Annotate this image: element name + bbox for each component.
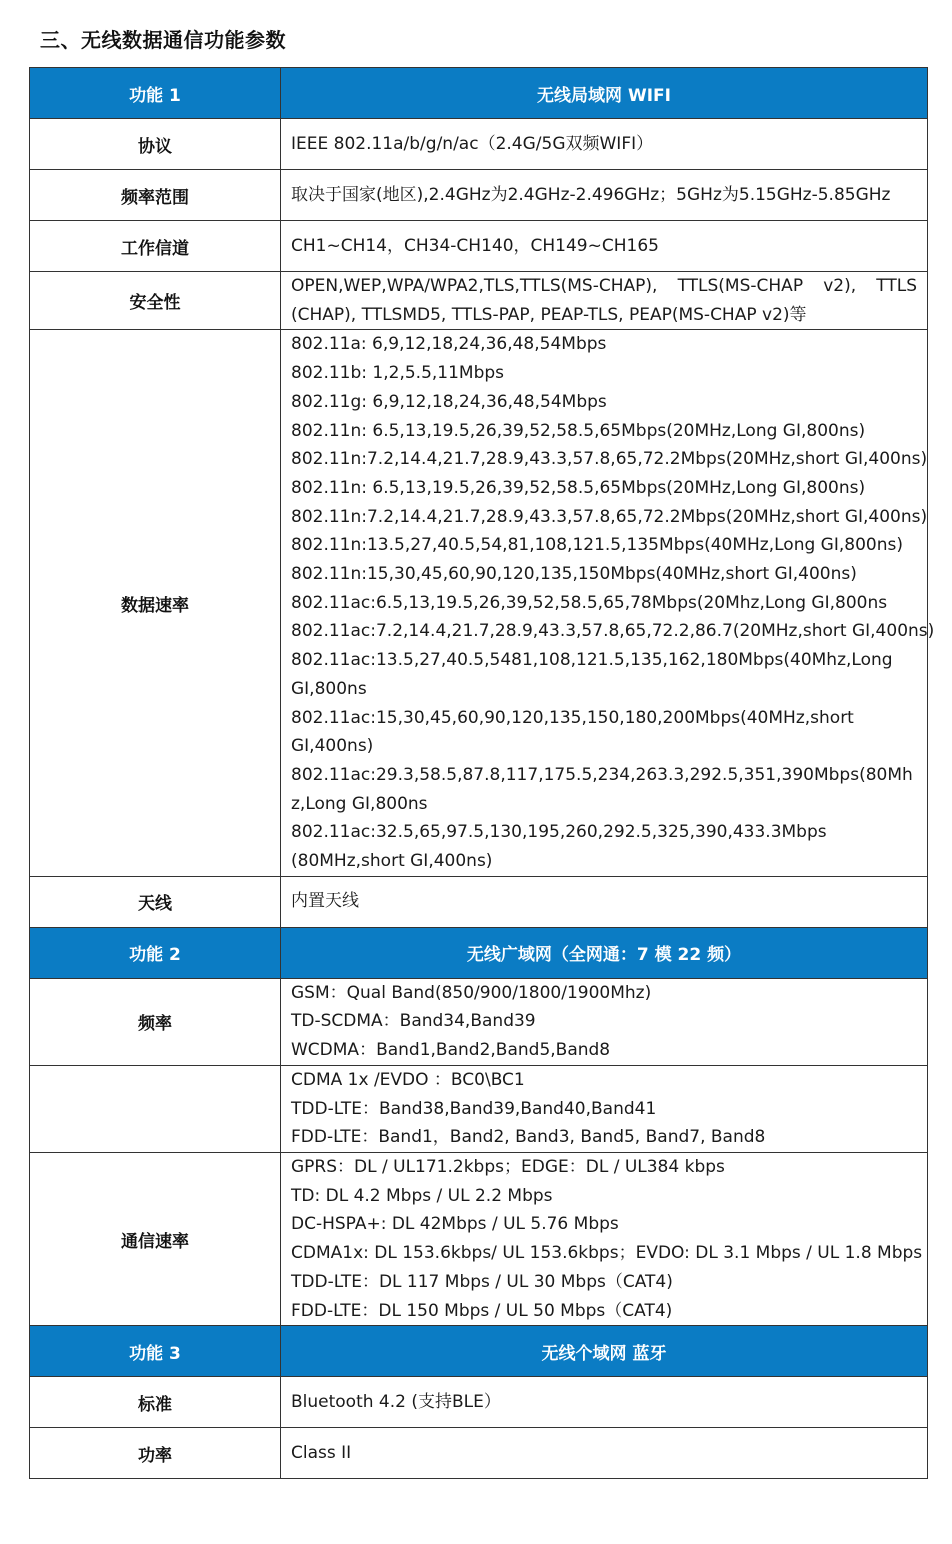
- row-value: 802.11a: 6,9,12,18,24,36,48,54Mbps 802.11b: 1,2,5.5,11Mbps 802.11g: 6,9,12,18,24,36,48,54Mbps 802.11n: 6.5,13,19.5,26,39,52,58.5,65Mbps(20MHz,Long GI,800ns) 802.11n:7.2,14.4,21.7,28.9,43.3,57.8,65,72.2Mbps(20MHz,short GI,400ns) 802.11n: 6.5,13,19.5,26,39,52,58.5,65Mbps(20MHz,Long GI,800ns) 802.11n:7.2,14.4,21.7,28.9,43.3,57.8,65,72.2Mbps(20MHz,short GI,400ns) 802.11n:13.5,27,40.5,54,81,108,121.5,135Mbps(40MHz,Long GI,800ns) 802.11n:15,30,45,60,90,120,135,150Mbps(40MHz,short GI,400ns) 802.11ac:6.5,13,19.5,26,39,52,58.5,65,78Mbps(20Mhz,Long GI,800ns 802.11ac:7.2,14.4,21.7,28.9,43.3,57.8,65,72.2,86.7(20MHz,short GI,400ns) 802.11ac:13.5,27,40.5,5481,108,121.5,135,162,180Mbps(40Mhz,Long GI,800ns 802.11ac:15,30,45,60,90,120,135,150,180,200Mbps(40MHz,short GI,400ns) 802.11ac:29.3,58.5,87.8,117,175.5,234,263.3,292.5,351,390Mbps(80Mhz,Long GI,800ns 802.11ac:32.5,65,97.5,130,195,260,292.5,325,390,433.3Mbps (80MHz,short GI,400ns): [281, 330, 928, 876]
- row-label: [30, 1065, 281, 1152]
- table-row: [30, 1152, 928, 1325]
- row-label: 功率: [30, 1428, 281, 1479]
- section-header-bluetooth: [30, 1326, 928, 1377]
- table-row: [30, 1065, 928, 1152]
- row-value: Class II: [281, 1428, 928, 1479]
- table-row: [30, 1428, 928, 1479]
- row-value: 内置天线: [281, 876, 928, 927]
- section-header-wwan: [30, 927, 928, 978]
- page-title: 三、无线数据通信功能参数: [40, 28, 286, 52]
- row-label: 频率范围: [30, 170, 281, 221]
- section-header-wifi: [30, 68, 928, 119]
- row-label: 通信速率: [30, 1152, 281, 1325]
- feature-name: 无线广域网（全网通：7 模 22 频）: [281, 927, 928, 978]
- table-row: [30, 272, 928, 330]
- row-value: Bluetooth 4.2 (支持BLE）: [281, 1377, 928, 1428]
- row-label: 天线: [30, 876, 281, 927]
- table-row: [30, 170, 928, 221]
- table-row: [30, 221, 928, 272]
- feature-name: 无线局域网 WIFI: [281, 68, 928, 119]
- feature-label: 功能 1: [30, 68, 281, 119]
- row-value: GPRS：DL / UL171.2kbps；EDGE：DL / UL384 kbps TD: DL 4.2 Mbps / UL 2.2 Mbps DC-HSPA+: DL 42Mbps / UL 5.76 Mbps CDMA1x: DL 153.6kbps/ UL 153.6kbps；EVDO: DL 3.1 Mbps / UL 1.8 Mbps TDD-LTE：DL 117 Mbps / UL 30 Mbps（CAT4) FDD-LTE：DL 150 Mbps / UL 50 Mbps（CAT4): [281, 1152, 928, 1325]
- feature-name: 无线个域网 蓝牙: [281, 1326, 928, 1377]
- table-row: [30, 1377, 928, 1428]
- row-label: 工作信道: [30, 221, 281, 272]
- row-label: 数据速率: [30, 330, 281, 876]
- row-label: 频率: [30, 978, 281, 1065]
- row-label: 协议: [30, 119, 281, 170]
- row-value: GSM：Qual Band(850/900/1800/1900Mhz) TD-SCDMA：Band34,Band39 WCDMA：Band1,Band2,Band5,Band8: [281, 978, 928, 1065]
- row-label: 安全性: [30, 272, 281, 330]
- feature-label: 功能 2: [30, 927, 281, 978]
- row-value: IEEE 802.11a/b/g/n/ac（2.4G/5G双频WIFI）: [281, 119, 928, 170]
- table-row: [30, 119, 928, 170]
- table-row: [30, 330, 928, 876]
- table-row: [30, 978, 928, 1065]
- row-value: CH1~CH14，CH34-CH140，CH149~CH165: [281, 221, 928, 272]
- row-value: 取决于国家(地区),2.4GHz为2.4GHz-2.496GHz；5GHz为5.15GHz-5.85GHz: [281, 170, 928, 221]
- feature-label: 功能 3: [30, 1326, 281, 1377]
- row-value: OPEN,WEP,WPA/WPA2,TLS,TTLS(MS-CHAP), TTLS(MS-CHAP v2), TTLS (CHAP), TTLSMD5, TTLS-PAP, PEAP-TLS, PEAP(MS-CHAP v2)等: [281, 272, 928, 330]
- spec-table: [29, 67, 935, 1479]
- row-label: 标准: [30, 1377, 281, 1428]
- row-value: CDMA 1x /EVDO ：BC0\BC1 TDD-LTE：Band38,Band39,Band40,Band41 FDD-LTE：Band1，Band2, Band3, Band5, Band7, Band8: [281, 1065, 928, 1152]
- table-row: [30, 876, 928, 927]
